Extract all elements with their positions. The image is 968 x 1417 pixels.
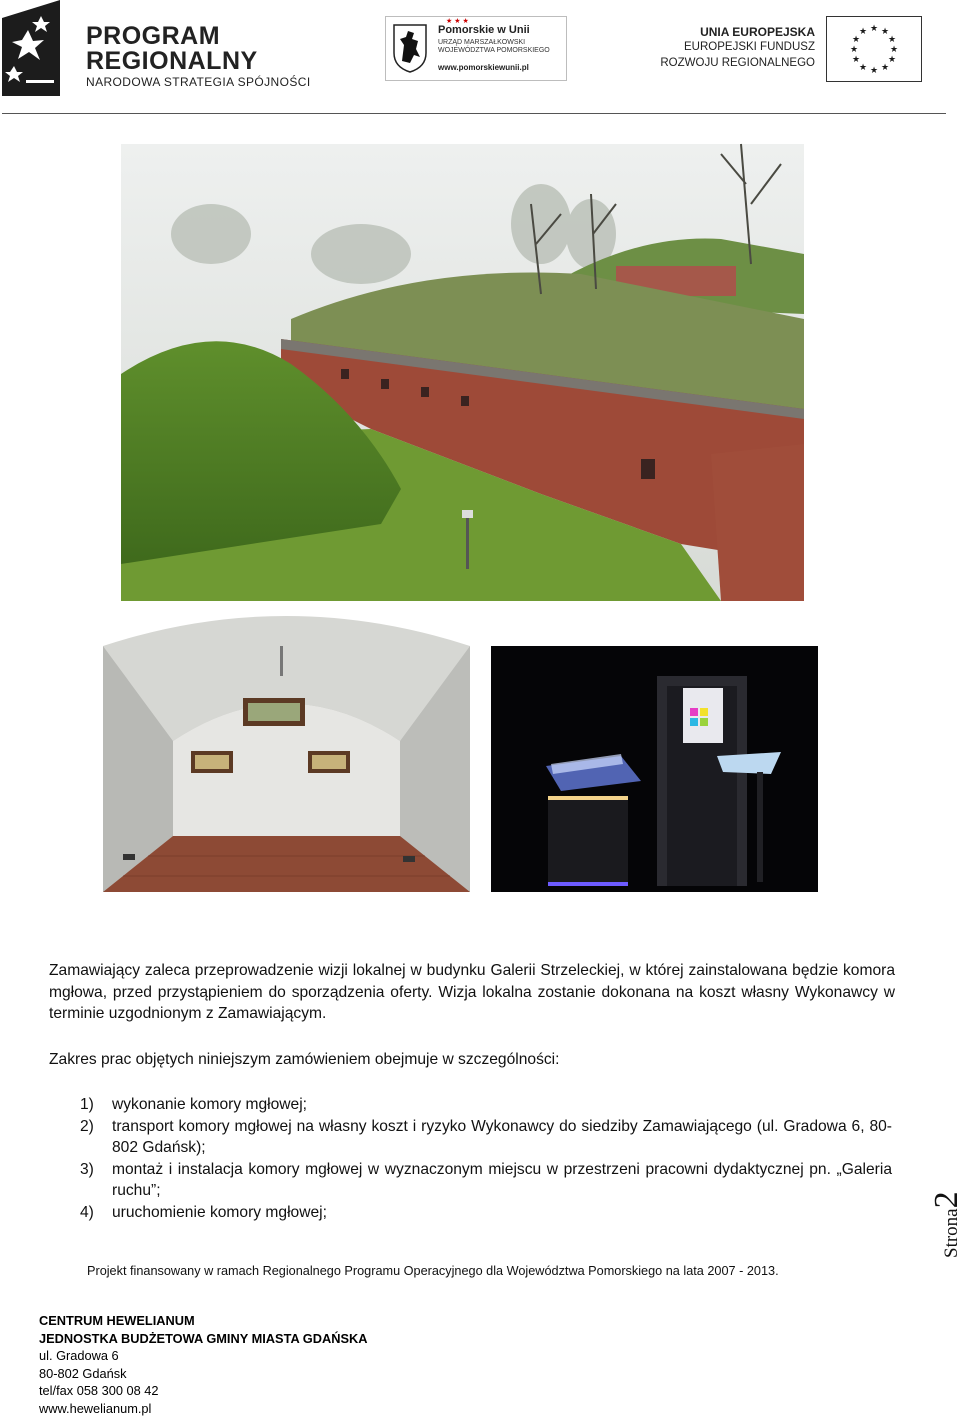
eu-flag-icon bbox=[826, 16, 922, 82]
svg-text:★: ★ bbox=[852, 55, 860, 65]
svg-text:★: ★ bbox=[852, 35, 860, 45]
project-funding-note: Projekt finansowany w ramach Regionalnego Programu Operacyjnego dla Województwa Pomorskiego na lata 2007 - 2013. bbox=[87, 1264, 779, 1278]
address-website-link[interactable]: www.hewelianum.pl bbox=[39, 1400, 367, 1417]
stars-decoration-icon: ★★★ bbox=[446, 17, 471, 25]
program-regionalny-line2: REGIONALNY bbox=[86, 47, 258, 76]
list-item-number: 1) bbox=[80, 1094, 94, 1116]
pomorskie-office bbox=[438, 39, 550, 55]
pomorskie-url: www.pomorskiewunii.pl bbox=[438, 63, 529, 72]
list-item-text: uruchomienie komory mgłowej; bbox=[112, 1204, 327, 1221]
fog-chamber-exhibit-photo bbox=[491, 646, 818, 892]
svg-text:★: ★ bbox=[881, 27, 889, 37]
header-divider bbox=[2, 113, 946, 114]
site-visit-paragraph: Zamawiający zaleca przeprowadzenie wizji lokalnej w budynku Galerii Strzeleckiej, w której zainstalowana będzie komora mgłowa, przed przystąpieniem do sporządzenia oferty. Wizja lokalna zostanie dokonana na koszt własny Wykonawcy w terminie uzgodnionym z Zamawiającym. bbox=[49, 960, 895, 1025]
svg-text:★: ★ bbox=[850, 45, 858, 55]
svg-text:★: ★ bbox=[859, 63, 867, 73]
program-regionalny-line1: PROGRAM bbox=[86, 22, 220, 51]
svg-text:★: ★ bbox=[870, 24, 878, 34]
svg-text:★: ★ bbox=[859, 27, 867, 37]
list-item-number: 2) bbox=[80, 1116, 94, 1138]
address-city: 80-802 Gdańsk bbox=[39, 1365, 367, 1383]
pomorskie-title: Pomorskie w Unii bbox=[438, 24, 530, 36]
pomorskie-office-line2: WOJEWÓDZTWA POMORSKIEGO bbox=[438, 47, 550, 55]
eu-line1: UNIA EUROPEJSKA bbox=[700, 25, 815, 39]
address-phone: tel/fax 058 300 08 42 bbox=[39, 1382, 367, 1400]
list-item bbox=[80, 1094, 892, 1116]
page-number: 2 bbox=[928, 1191, 965, 1208]
griffin-emblem-icon bbox=[392, 23, 428, 73]
vaulted-room-photo bbox=[103, 646, 470, 892]
list-item-number: 3) bbox=[80, 1159, 94, 1181]
scope-list bbox=[80, 1094, 892, 1223]
scope-intro-paragraph: Zakres prac objętych niniejszym zamówieniem obejmuje w szczególności: bbox=[49, 1049, 895, 1071]
contact-address bbox=[39, 1312, 367, 1417]
address-unit: JEDNOSTKA BUDŻETOWA GMINY MIASTA GDAŃSKA bbox=[39, 1330, 367, 1348]
program-regionalny-subtitle: NARODOWA STRATEGIA SPÓJNOŚCI bbox=[86, 75, 311, 89]
svg-text:★: ★ bbox=[888, 35, 896, 45]
svg-text:★: ★ bbox=[890, 45, 898, 55]
svg-text:★: ★ bbox=[881, 63, 889, 73]
pomorskie-office-line1: URZĄD MARSZAŁKOWSKI bbox=[438, 39, 550, 47]
pomorskie-w-unii-logo bbox=[385, 16, 567, 81]
page-label: Strona bbox=[941, 1208, 962, 1258]
page-header bbox=[0, 0, 960, 116]
address-street: ul. Gradowa 6 bbox=[39, 1347, 367, 1365]
fortress-photo bbox=[121, 144, 804, 601]
fog-chamber-exhibit-photo-icon bbox=[491, 646, 818, 892]
svg-text:★: ★ bbox=[870, 66, 878, 76]
vaulted-room-photo-icon bbox=[103, 646, 470, 892]
list-item-number: 4) bbox=[80, 1202, 94, 1224]
list-item-text: montaż i instalacja komory mgłowej w wyznaczonym miejscu w przestrzeni pracowni dydaktycznej pn. „Galeria ruchu”; bbox=[112, 1161, 892, 1200]
svg-text:★: ★ bbox=[888, 55, 896, 65]
eu-line2: EUROPEJSKI FUNDUSZ bbox=[684, 41, 815, 53]
list-item-text: transport komory mgłowej na własny koszt i ryzyko Wykonawcy do siedziby Zamawiającego (ul. Gradowa 6, 80-802 Gdańsk); bbox=[112, 1118, 892, 1157]
list-item-text: wykonanie komory mgłowej; bbox=[112, 1096, 307, 1113]
list-item bbox=[80, 1116, 892, 1159]
fortress-photo-icon bbox=[121, 144, 804, 601]
eu-line3: ROZWOJU REGIONALNEGO bbox=[660, 57, 815, 69]
program-regionalny-logo-icon bbox=[0, 0, 62, 96]
address-org: CENTRUM HEWELIANUM bbox=[39, 1312, 367, 1330]
list-item bbox=[80, 1159, 892, 1202]
list-item bbox=[80, 1202, 892, 1224]
